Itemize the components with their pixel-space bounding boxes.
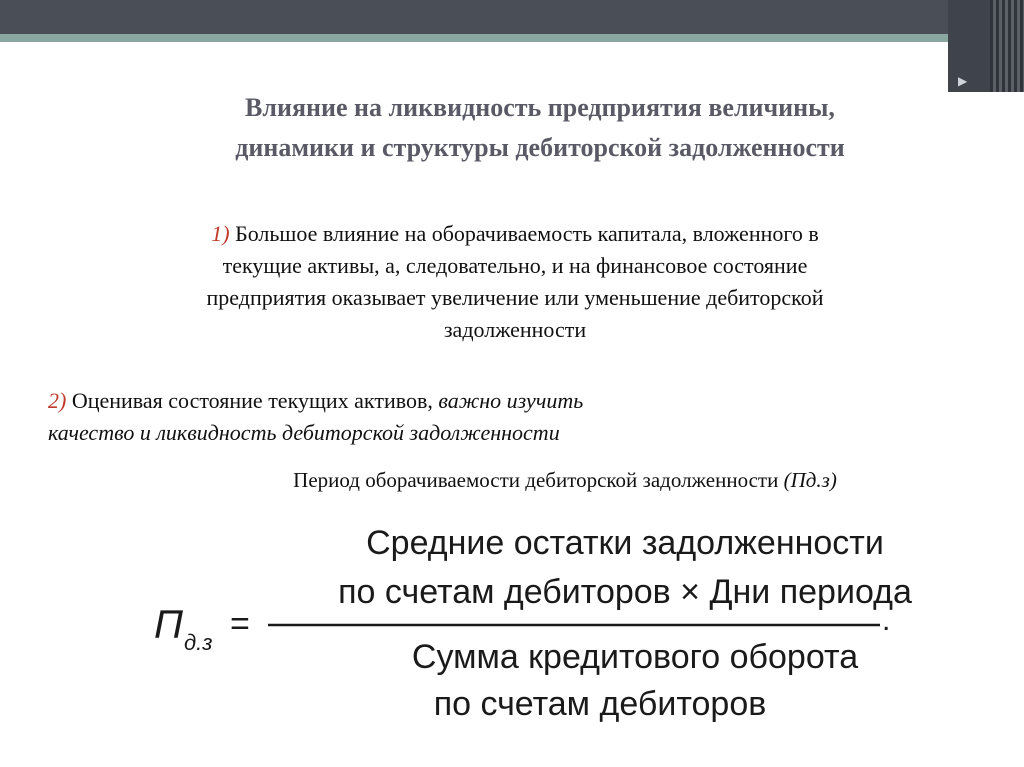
period-label-text: Период оборачиваемости дебиторской задолженности xyxy=(293,468,779,492)
triangle-right-icon: ▶ xyxy=(958,74,968,88)
header-accent-stripe xyxy=(0,34,948,42)
formula-dot: . xyxy=(882,604,891,637)
formula-denominator-line-2: по счетам дебиторов xyxy=(433,685,767,723)
period-label xyxy=(150,468,980,493)
point-2-line-1 xyxy=(48,385,808,417)
point-2-italic-2: качество и ликвидность дебиторской задолженности xyxy=(48,420,560,445)
period-symbol: (Пд.з) xyxy=(783,468,837,492)
title-line-2: динамики и структуры дебиторской задолженности xyxy=(235,133,845,162)
header-bar xyxy=(0,0,1024,34)
point-1-line-4: задолженности xyxy=(443,317,587,342)
point-2-italic-1: важно изучить xyxy=(438,388,584,413)
point-1-line-3: предприятия оказывает увеличение или уменьшение дебиторской xyxy=(206,285,824,310)
point-1-number: 1) xyxy=(211,221,230,246)
formula-equals: = xyxy=(230,605,250,643)
formula-denominator-line-1: Сумма кредитового оборота xyxy=(411,638,859,676)
formula-numerator-line-1: Средние остатки задолженности xyxy=(366,524,884,562)
formula-lhs: П xyxy=(154,603,183,647)
corner-stripes xyxy=(990,0,1024,92)
point-2-number: 2) xyxy=(48,388,67,413)
point-1-line-2: текущие активы, а, следовательно, и на финансовое состояние xyxy=(222,253,808,278)
point-1-line-1 xyxy=(100,218,930,250)
title-line-1: Влияние на ликвидность предприятия величины, xyxy=(245,93,835,122)
point-2 xyxy=(48,385,808,449)
formula-numerator-line-2: по счетам дебиторов × Дни периода xyxy=(338,573,912,611)
slide-title xyxy=(100,88,980,168)
point-1 xyxy=(100,218,930,346)
point-2-text: Оценивая состояние текущих активов, xyxy=(71,388,433,413)
point-1-text: Большое влияние на оборачиваемость капитала, вложенного в xyxy=(235,221,819,246)
formula xyxy=(140,510,920,750)
formula-lhs-subscript: д.з xyxy=(184,630,213,655)
